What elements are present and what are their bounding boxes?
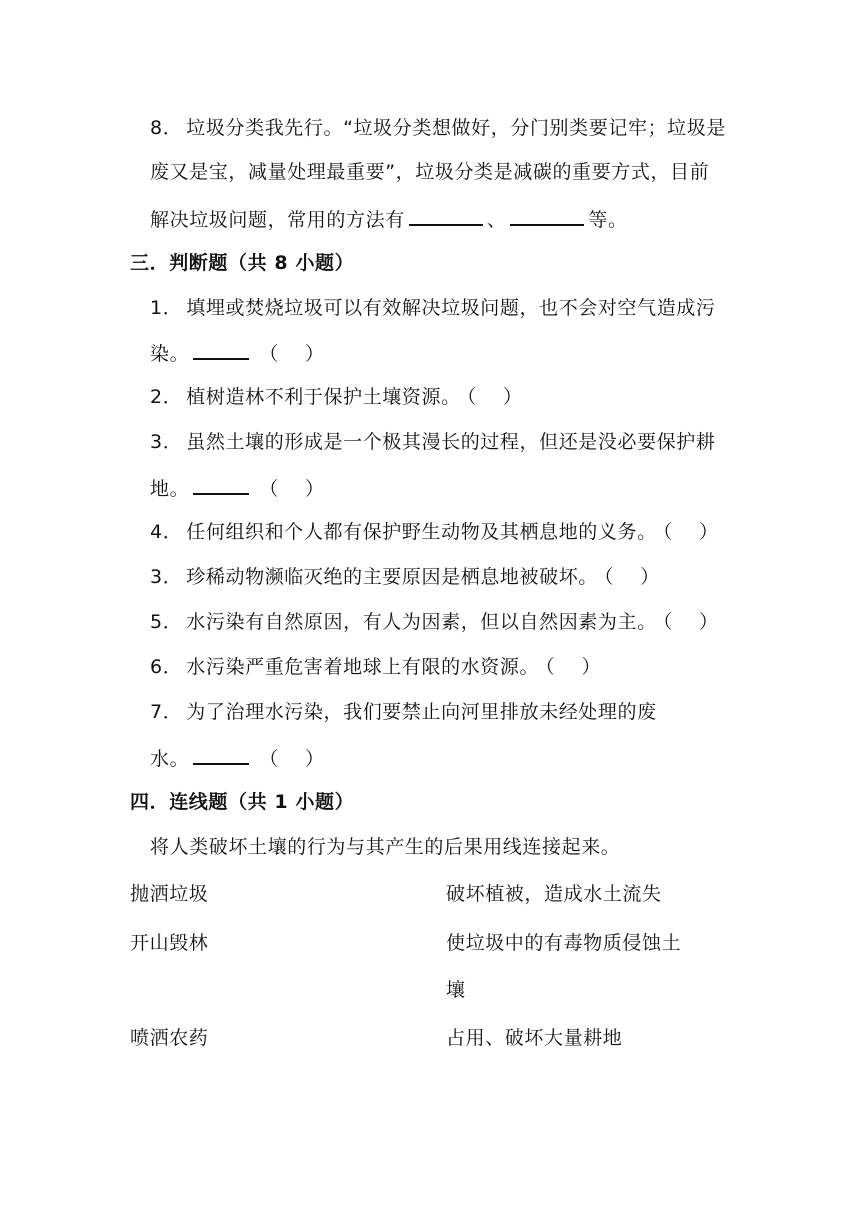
q8-text-3: 解决垃圾问题，常用的方法有 — [150, 209, 405, 231]
s3-item-4-answer-paren[interactable]: （ ） — [662, 521, 719, 543]
s3-item-2 — [150, 383, 523, 411]
s3-item-1-line-2 — [150, 338, 325, 368]
s3-item-5-number: 3． — [150, 566, 183, 588]
q8-text-end: 等。 — [588, 209, 628, 231]
s3-item-3-line-1 — [150, 428, 716, 456]
q8-line-2 — [150, 158, 709, 186]
section4-title: 四．连线题（共 1 小题） — [130, 791, 355, 813]
match-right-1[interactable]: 破坏植被，造成水土流失 — [446, 883, 662, 905]
match-left-3[interactable]: 喷洒农药 — [130, 1027, 209, 1049]
s3-item-6-answer-paren[interactable]: （ ） — [662, 611, 719, 633]
s3-item-3-line-2 — [150, 473, 325, 503]
q8-blank-1[interactable] — [409, 204, 483, 226]
s3-item-4 — [150, 518, 719, 546]
q8-text-1: 垃圾分类我先行。“垃圾分类想做好，分门别类要记牢；垃圾是 — [186, 117, 726, 139]
s3-item-8-number: 7． — [150, 701, 183, 723]
s3-item-8-line-2 — [150, 743, 325, 773]
s3-item-1-number: 1． — [150, 297, 183, 319]
q8-blank-2[interactable] — [510, 204, 584, 226]
s3-item-8-answer-paren[interactable]: （ ） — [259, 748, 325, 770]
s3-item-3-blank[interactable] — [193, 473, 249, 495]
match-right-2[interactable]: 使垃圾中的有毒物质侵蚀土 — [446, 932, 682, 954]
section4-instruction: 将人类破坏土壤的行为与其产生的后果用线连接起来。 — [150, 836, 621, 858]
s3-item-7-answer-paren[interactable]: （ ） — [545, 656, 602, 678]
q8-line-3 — [150, 204, 628, 234]
s3-item-1-blank[interactable] — [193, 338, 249, 360]
match-left-1[interactable]: 抛洒垃圾 — [130, 883, 209, 905]
s3-item-1-text-2: 染。 — [150, 343, 190, 365]
s3-item-4-text: 任何组织和个人都有保护野生动物及其栖息地的义务。 — [186, 521, 657, 543]
q8-number: 8． — [150, 117, 183, 139]
s3-item-2-number: 2． — [150, 386, 183, 408]
s3-item-5-text: 珍稀动物濒临灭绝的主要原因是栖息地被破坏。 — [186, 566, 598, 588]
s3-item-7-number: 6． — [150, 656, 183, 678]
s3-item-4-number: 4． — [150, 521, 183, 543]
s3-item-7-text: 水污染严重危害着地球上有限的水资源。 — [186, 656, 540, 678]
s3-item-3-answer-paren[interactable]: （ ） — [259, 478, 325, 500]
s3-item-5-answer-paren[interactable]: （ ） — [603, 566, 660, 588]
s3-item-3-text: 虽然土壤的形成是一个极其漫长的过程，但还是没必要保护耕 — [186, 431, 716, 453]
s3-item-2-text: 植树造林不利于保护土壤资源。 — [186, 386, 461, 408]
q8-text-2: 废又是宝，减量处理最重要”，垃圾分类是减碳的重要方式，目前 — [150, 161, 710, 183]
s3-item-8-line-1 — [150, 698, 657, 726]
s3-item-8-text-2: 水。 — [150, 748, 190, 770]
s3-item-3-number: 3． — [150, 431, 183, 453]
s3-item-1-text: 填埋或焚烧垃圾可以有效解决垃圾问题，也不会对空气造成污 — [186, 297, 716, 319]
match-left-2[interactable]: 开山毁林 — [130, 932, 209, 954]
s3-item-1-answer-paren[interactable]: （ ） — [259, 343, 325, 365]
s3-item-7 — [150, 653, 601, 681]
s3-item-6-number: 5． — [150, 611, 183, 633]
s3-item-3-text-2: 地。 — [150, 478, 190, 500]
q8-separator: 、 — [486, 209, 507, 231]
s3-item-6-text: 水污染有自然原因，有人为因素，但以自然因素为主。 — [186, 611, 657, 633]
match-right-2-cont: 壤 — [446, 979, 466, 1001]
s3-item-1-line-1 — [150, 294, 716, 322]
q8-line-1 — [150, 114, 726, 142]
s3-item-5 — [150, 563, 660, 591]
match-right-3[interactable]: 占用、破坏大量耕地 — [446, 1027, 623, 1049]
section3-title: 三．判断题（共 8 小题） — [130, 252, 355, 274]
s3-item-6 — [150, 608, 719, 636]
s3-item-2-answer-paren[interactable]: （ ） — [466, 386, 523, 408]
s3-item-8-blank[interactable] — [193, 743, 249, 765]
s3-item-8-text: 为了治理水污染，我们要禁止向河里排放未经处理的废 — [186, 701, 657, 723]
